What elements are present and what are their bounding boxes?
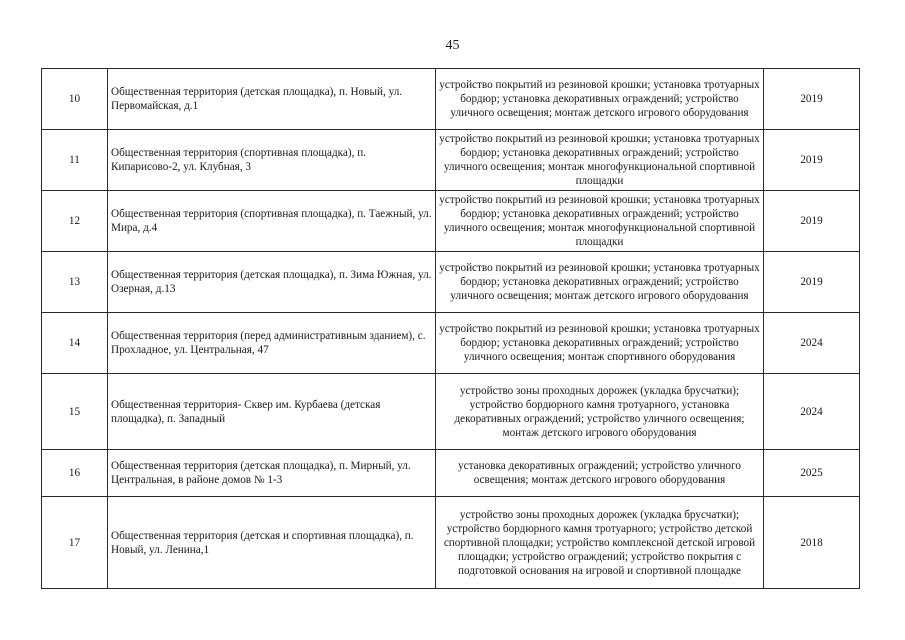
territory-name: Общественная территория (перед административным зданием), с. Прохладное, ул. Центральная, 47	[108, 313, 436, 374]
works-description: устройство покрытий из резиновой крошки; установка тротуарных бордюр; установка декоративных ограждений; устройство уличного освещения; монтаж детского игрового оборудования	[436, 252, 764, 313]
territory-name: Общественная территория- Сквер им. Курбаева (детская площадка), п. Западный	[108, 374, 436, 450]
table-row	[42, 450, 860, 497]
row-number: 15	[42, 374, 108, 450]
works-description: устройство покрытий из резиновой крошки; установка тротуарных бордюр; установка декоративных ограждений; устройство уличного освещения; монтаж детского игрового оборудования	[436, 69, 764, 130]
implementation-year: 2019	[764, 252, 860, 313]
works-description: устройство зоны проходных дорожек (укладка брусчатки); устройство бордюрного камня тротуарного; устройство детской спортивной площадки; устройство комплексной детской игровой площадки; устройство ограждений; устройство покрытия с подготовкой основания на игровой и спортивной площадке	[436, 497, 764, 589]
implementation-year: 2025	[764, 450, 860, 497]
row-number: 16	[42, 450, 108, 497]
table-row	[42, 374, 860, 450]
row-number: 12	[42, 191, 108, 252]
table-row	[42, 313, 860, 374]
territory-name: Общественная территория (спортивная площадка), п. Кипарисово-2, ул. Клубная, 3	[108, 130, 436, 191]
territory-name: Общественная территория (детская площадка), п. Новый, ул. Первомайская, д.1	[108, 69, 436, 130]
works-description: устройство покрытий из резиновой крошки; установка тротуарных бордюр; установка декоративных ограждений; устройство уличного освещения; монтаж многофункциональной спортивной площадки	[436, 130, 764, 191]
implementation-year: 2019	[764, 191, 860, 252]
implementation-year: 2019	[764, 69, 860, 130]
table-row	[42, 252, 860, 313]
territory-name: Общественная территория (детская площадка), п. Зима Южная, ул. Озерная, д.13	[108, 252, 436, 313]
territory-name: Общественная территория (детская площадка), п. Мирный, ул. Центральная, в районе домов № 1-3	[108, 450, 436, 497]
works-description: устройство покрытий из резиновой крошки; установка тротуарных бордюр; установка декоративных ограждений; устройство уличного освещения; монтаж многофункциональной спортивной площадки	[436, 191, 764, 252]
territory-name: Общественная территория (спортивная площадка), п. Таежный, ул. Мира, д.4	[108, 191, 436, 252]
page-number: 45	[445, 38, 460, 53]
table-row	[42, 191, 860, 252]
implementation-year: 2024	[764, 313, 860, 374]
row-number: 11	[42, 130, 108, 191]
works-description: устройство зоны проходных дорожек (укладка брусчатки); устройство бордюрного камня тротуарного, установка декоративных ограждений; устройство уличного освещения; монтаж детского игрового оборудования	[436, 374, 764, 450]
implementation-year: 2018	[764, 497, 860, 589]
territory-name: Общественная территория (детская и спортивная площадка), п. Новый, ул. Ленина,1	[108, 497, 436, 589]
works-description: установка декоративных ограждений; устройство уличного освещения; монтаж детского игрового оборудования	[436, 450, 764, 497]
row-number: 13	[42, 252, 108, 313]
row-number: 14	[42, 313, 108, 374]
row-number: 10	[42, 69, 108, 130]
row-number: 17	[42, 497, 108, 589]
table-row	[42, 497, 860, 589]
table-row	[42, 130, 860, 191]
territories-table	[41, 68, 860, 589]
table-row	[42, 69, 860, 130]
implementation-year: 2024	[764, 374, 860, 450]
works-description: устройство покрытий из резиновой крошки; установка тротуарных бордюр; установка декоративных ограждений; устройство уличного освещения; монтаж спортивного оборудования	[436, 313, 764, 374]
implementation-year: 2019	[764, 130, 860, 191]
